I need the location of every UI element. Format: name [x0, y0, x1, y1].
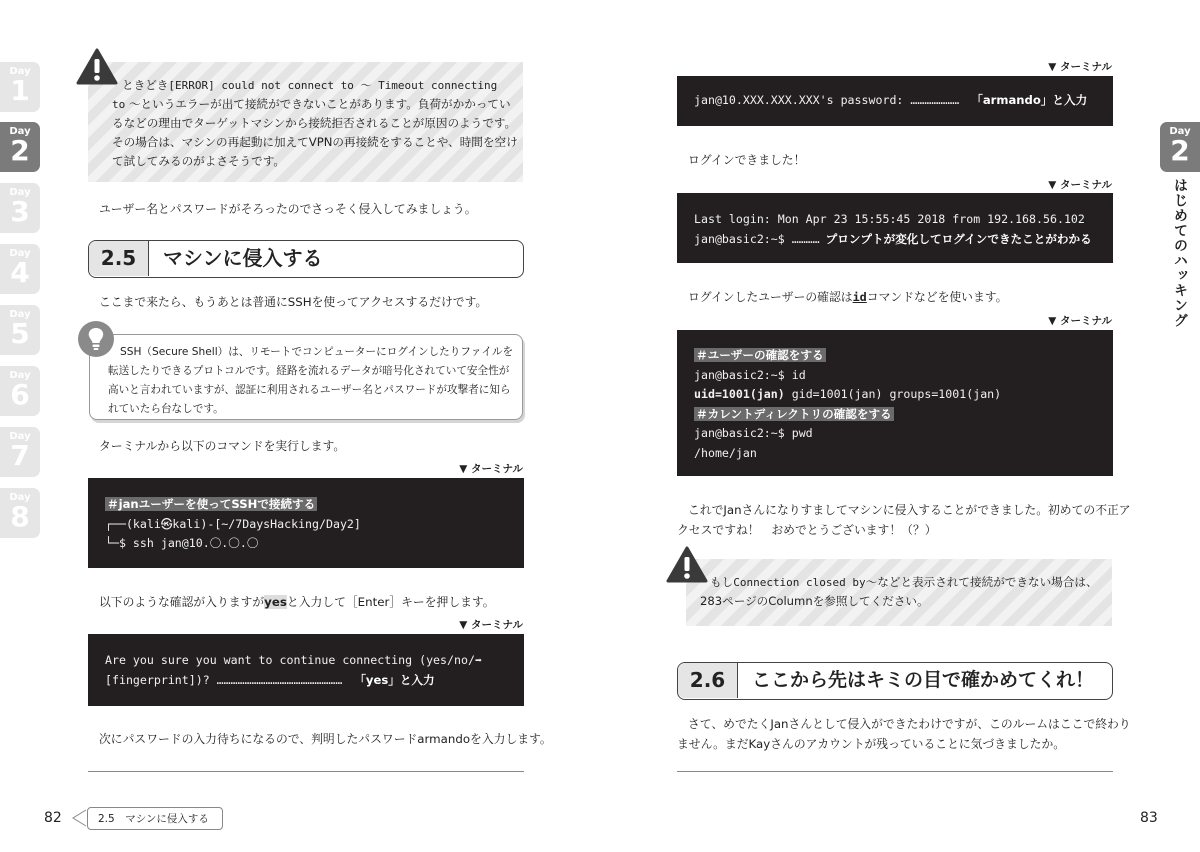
- section-heading: [88, 240, 524, 278]
- paragraph: [99, 592, 495, 612]
- day-tab-number: 4: [10, 256, 30, 289]
- paragraph: 次にパスワードの入力待ちになるので、判明したパスワードarmandoを入力します。: [99, 732, 552, 746]
- footer-arrow-icon: [70, 808, 88, 828]
- day-tab-label: Day: [9, 492, 31, 503]
- paragraph: ユーザー名とパスワードがそろったのでさっそく侵入してみましょう。: [99, 202, 477, 216]
- warning-line: て試してみるのがよさそうです。: [112, 154, 285, 168]
- paragraph-text: コマンドなどを使います。: [866, 290, 1008, 304]
- day-tab-label: Day: [9, 248, 31, 259]
- day-tab-2[interactable]: [0, 122, 40, 172]
- paragraph: [677, 714, 1131, 754]
- section-heading: [677, 662, 1113, 700]
- paragraph-line: クセスですね！ おめでとうございます！（？）: [677, 523, 937, 537]
- terminal-block: [677, 193, 1113, 263]
- warning-line: るなどの理由でターゲットマシンから接続拒否されることが原因のようです。: [112, 116, 517, 130]
- paragraph: ここまで来たら、もうあとは普通にSSHを使ってアクセスするだけです。: [99, 295, 488, 309]
- day-tab-label: Day: [9, 309, 31, 320]
- day-tab-6[interactable]: [0, 366, 40, 416]
- paragraph: [677, 500, 1131, 540]
- warning-line: 283ページのColumnを参照してください。: [700, 594, 929, 608]
- warning-code: [ERROR] could not connect to 〜 Timeout connecting: [168, 79, 498, 92]
- footer-section-tab[interactable]: 2.5 マシンに侵入する: [87, 807, 223, 830]
- section-title: ここから先はキミの目で確かめてくれ！: [752, 669, 1095, 691]
- warning-text: [112, 76, 517, 171]
- bottom-rule: [677, 771, 1113, 772]
- day-tab-number: 1: [10, 74, 30, 107]
- page-number: 82: [44, 810, 62, 826]
- terminal-line: jan@10.XXX.XXX.XXX's password: …………………: [694, 93, 960, 107]
- day-tab-number: 5: [10, 317, 30, 350]
- terminal-label: ▼ ターミナル: [459, 463, 523, 475]
- warning-line: 〜などと表示されて接続ができない場合は、: [865, 575, 1098, 589]
- day-tab-3[interactable]: [0, 183, 40, 233]
- terminal-note: プロンプトが変化してログインできたことがわかる: [825, 231, 1092, 246]
- paragraph-line: さて、めでたくJanさんとして侵入ができたわけですが、このルームはここで終わり: [688, 717, 1131, 731]
- terminal-comment: ＃janユーザーを使ってSSHで接続する: [107, 497, 316, 511]
- bottom-rule: [88, 771, 524, 772]
- terminal-comment: ＃ユーザーの確認をする: [696, 348, 824, 362]
- terminal-line: Are you sure you want to continue connecting (yes/no/➡: [105, 653, 482, 667]
- page-number: 83: [1140, 810, 1158, 826]
- day-tab-number: 8: [10, 500, 30, 533]
- paragraph-text: と入力して［Enter］キーを押します。: [286, 595, 495, 609]
- day-tab-label: Day: [9, 187, 31, 198]
- terminal-line: gid=1001(jan) groups=1001(jan): [784, 387, 1002, 401]
- section-number: 2.5: [89, 241, 149, 276]
- hint-line: 転送したりできるプロトコルです。経路を流れるデータが暗号化されていて安全性が: [108, 365, 510, 377]
- terminal-line: jan@basic2:~$ pwd: [694, 426, 813, 440]
- terminal-block: [88, 634, 524, 706]
- paragraph: ログインできました！: [688, 153, 806, 167]
- terminal-comment: ＃カレントディレクトリの確認をする: [696, 406, 892, 421]
- hint-line: れていたら台なしです。: [108, 403, 224, 415]
- terminal-line: jan@basic2:~$ id: [694, 367, 806, 382]
- terminal-label: ▼ ターミナル: [1048, 61, 1112, 73]
- day-tab-number: 6: [10, 378, 30, 411]
- warning-line: その場合は、マシンの再起動に加えてVPNの再接続をすることや、時間を空け: [112, 135, 518, 149]
- day-tab-label: Day: [9, 370, 31, 381]
- warning-line: もし: [710, 575, 734, 589]
- chapter-title-vertical: はじめてのハッキング: [1172, 178, 1188, 328]
- paragraph-line: これでJanさんになりすましてマシンに侵入することができました。初めての不正ア: [688, 503, 1131, 517]
- terminal-line: ┌──(kali㉿kali)-[~/7DaysHacking/Day2]: [105, 516, 361, 531]
- paragraph-text: 以下のような確認が入りますが: [99, 595, 265, 609]
- terminal-block: [677, 76, 1113, 126]
- inline-code: id: [852, 290, 867, 304]
- terminal-line: [fingerprint])? ………………………………………………: [105, 672, 343, 687]
- terminal-note: 「yes」と入力: [354, 672, 435, 687]
- day-tab-5[interactable]: [0, 305, 40, 355]
- lightbulb-icon: [77, 320, 115, 358]
- terminal-line: jan@basic2:~$ …………: [694, 231, 820, 246]
- day-tab-right[interactable]: [1160, 122, 1200, 172]
- day-tab-label: Day: [9, 126, 31, 137]
- section-title: マシンに侵入する: [163, 246, 323, 270]
- warning-line: ときどき: [122, 78, 169, 92]
- terminal-line: └─$ ssh jan@10.〇.〇.〇: [105, 536, 259, 550]
- terminal-label: ▼ ターミナル: [1048, 315, 1112, 327]
- inline-keyword: yes: [264, 595, 287, 609]
- terminal-label: ▼ ターミナル: [459, 619, 523, 631]
- day-tab-1[interactable]: [0, 62, 40, 112]
- day-tab-number: 7: [10, 439, 30, 472]
- terminal-label: ▼ ターミナル: [1048, 179, 1112, 191]
- terminal-block: [88, 478, 524, 568]
- terminal-note: 「armando」と入力: [971, 93, 1088, 107]
- hint-line: SSH（Secure Shell）は、リモートでコンピューターにログインしたりファイルを: [120, 346, 514, 358]
- day-tab-7[interactable]: [0, 427, 40, 477]
- day-tab-label: Day: [9, 431, 31, 442]
- day-tab-4[interactable]: [0, 244, 40, 294]
- paragraph-line: ません。まだKayさんのアカウントが残っていることに気づきましたか。: [677, 737, 1066, 751]
- paragraph: [688, 287, 1007, 307]
- hint-line: 高いと言われていますが、認証に利用されるユーザー名とパスワードが攻撃者に知ら: [108, 384, 511, 396]
- warning-code: Connection closed by: [733, 576, 866, 589]
- hint-box: [89, 334, 523, 420]
- section-number: 2.6: [678, 663, 738, 698]
- day-tab-number: 2: [1170, 134, 1190, 167]
- day-tab-label: Day: [1169, 126, 1191, 137]
- warning-line: 〜というエラーが出て接続ができないことがあります。負荷がかかってい: [128, 97, 511, 111]
- day-tab-label: Day: [9, 66, 31, 77]
- terminal-line: Last login: Mon Apr 23 15:55:45 2018 from 192.168.56.102: [694, 212, 1085, 226]
- day-tab-8[interactable]: [0, 488, 40, 538]
- paragraph-text: ログインしたユーザーの確認は: [688, 290, 853, 304]
- warning-text: [700, 573, 1105, 611]
- day-tab-number: 3: [10, 195, 30, 228]
- paragraph: ターミナルから以下のコマンドを実行します。: [99, 439, 346, 453]
- warning-code: to: [112, 98, 126, 111]
- terminal-block: [677, 330, 1113, 476]
- terminal-bold: uid=1001(jan): [694, 387, 785, 401]
- day-tab-number: 2: [10, 134, 30, 167]
- terminal-line: /home/jan: [694, 445, 757, 460]
